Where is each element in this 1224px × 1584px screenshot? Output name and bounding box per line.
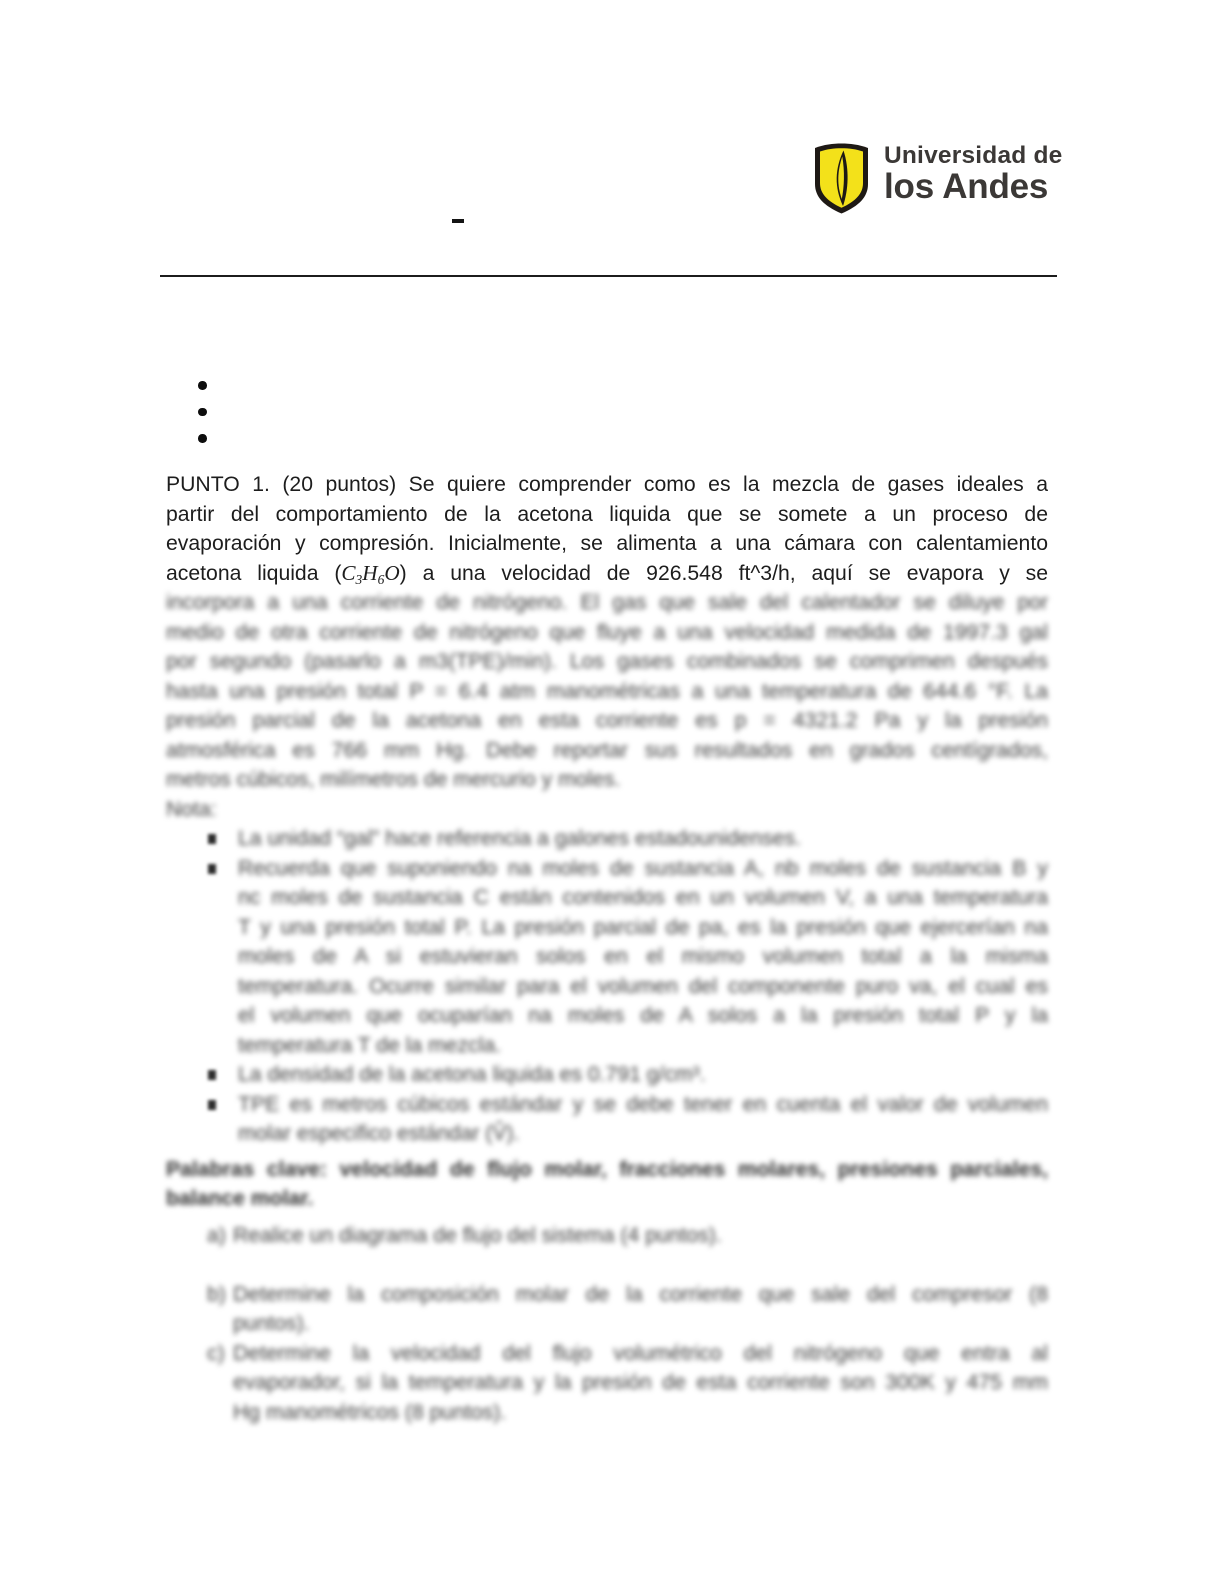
item-line: puntos). [233,1312,310,1336]
paragraph-line-blurred: atmosférica es 766 mm Hg. Debe reportar sus resultados en grados centígrados, [166,738,1048,762]
top-dash [452,219,464,223]
paragraph-line-blurred: presión parcial de la acetona en esta corriente es p = 4321.2 Pa y la presión [166,709,1048,733]
question-list [166,1221,1048,1428]
formula-symbol: O [384,560,400,585]
bullet-dot-icon [198,434,207,443]
notes-list [166,824,1048,1149]
paragraph-line-blurred: metros cúbicos, milímetros de mercurio y moles. [166,768,621,792]
item-label: c) [207,1341,225,1365]
empty-bullet-item [166,425,1048,452]
note-line: La unidad “gal” hace referencia a galones estadounidenses. [238,827,802,851]
item-line: evaporador, si la temperatura y la presión de esta corriente son 300K y 475 mm [233,1371,1048,1395]
square-bullet-icon [208,1070,216,1080]
item-label: a) [207,1223,226,1247]
note-line: temperatura T de la mezcla. [238,1033,502,1057]
note-line: molar especifico estándar (V̂). [238,1122,520,1146]
chemical-formula [341,562,399,585]
blank-line [166,1250,1048,1280]
formula-before-text: acetona liquida ( [166,561,342,585]
square-bullet-icon [208,834,216,844]
note-line: moles de A si estuvieran solos en el mismo volumen total a la misma [238,945,1048,969]
empty-bullet-item [166,399,1048,426]
paragraph-line-blurred: hasta una presión total P = 6.4 atm manométricas a una temperatura de 644.6 °F. La [166,679,1048,703]
paragraph-line: evaporación y compresión. Inicialmente, se alimenta a una cámara con calentamiento [166,532,1048,556]
logo-line2: los Andes [884,167,1049,206]
empty-bullet-list [166,372,1048,452]
question-item-a [166,1221,1048,1251]
paragraph-line-blurred: incorpora a una corriente de nitrógeno. El gas que sale del calentador se diluye por [166,591,1048,615]
note-line: TPE es metros cúbicos estándar y se debe tener en cuenta el valor de volumen [238,1092,1048,1116]
keywords-line: balance molar. [166,1187,314,1211]
item-line: Determine la velocidad del flujo volumétrico del nitrógeno que entra al [233,1341,1048,1365]
note-line: T y una presión total P. La presión parcial de pa, es la presión que ejercerían na [238,915,1048,939]
document-body [166,372,1048,1427]
bullet-dot-icon [198,381,207,390]
note-line: Recuerda que suponiendo na moles de sustancia A, nb moles de sustancia B y [238,856,1048,880]
note-line: temperatura. Ocurre similar para el volumen del componente puro va, el cual es [238,974,1048,998]
note-line: el volumen que ocuparían na moles de A solos a la presión total P y la [238,1004,1048,1028]
divider-rule [160,275,1057,277]
item-label: b) [207,1282,226,1306]
note-line: nc moles de sustancia C están contenidos en un volumen V, a una temperatura [238,886,1048,910]
keywords [166,1155,1048,1214]
paragraph-line-blurred: por segundo (pasarlo a m3(TPE)/min). Los gases combinados se comprimen después [166,650,1048,674]
formula-subscript: 6 [377,571,385,587]
logo-wordmark [884,142,1062,205]
logo-line1: Universidad de [884,142,1063,169]
uniandes-logo [812,142,1062,215]
item-line: Realice un diagrama de flujo del sistema (4 puntos). [233,1223,722,1247]
item-line: Determine la composición molar de la corriente que sale del compresor (8 [233,1282,1048,1306]
nota-label: Nota: [166,797,217,821]
formula-symbol: C [341,560,356,585]
square-bullet-icon [208,1100,216,1110]
bullet-dot-icon [198,408,207,417]
paragraph-line: partir del comportamiento de la acetona liquida que se somete a un proceso de [166,502,1048,526]
note-item [166,854,1048,1061]
note-item [166,824,1048,854]
question-item-c [166,1339,1048,1428]
empty-bullet-item [166,372,1048,399]
problem-statement [166,470,1048,795]
uniandes-shield-icon [812,142,871,215]
keywords-line: Palabras clave: velocidad de flujo molar, fracciones molares, presiones parciales, [166,1157,1048,1181]
formula-symbol: H [362,560,378,585]
note-item [166,1060,1048,1090]
paragraph-line-formula [166,559,1048,589]
formula-after-text: ) a una velocidad de 926.548 ft^3/h, aquí se evapora y se [399,561,1048,585]
square-bullet-icon [208,864,216,874]
item-line: Hg manométricos (8 puntos). [233,1400,507,1424]
paragraph-line: PUNTO 1. (20 puntos) Se quiere comprender como es la mezcla de gases ideales a [166,473,1048,497]
note-line: La densidad de la acetona liquida es 0.791 g/cm³. [238,1063,706,1087]
question-item-b [166,1280,1048,1339]
note-item [166,1090,1048,1149]
paragraph-line-blurred: medio de otra corriente de nitrógeno que fluye a una velocidad medida de 1997.3 gal [166,620,1048,644]
formula-subscript: 3 [355,571,363,587]
